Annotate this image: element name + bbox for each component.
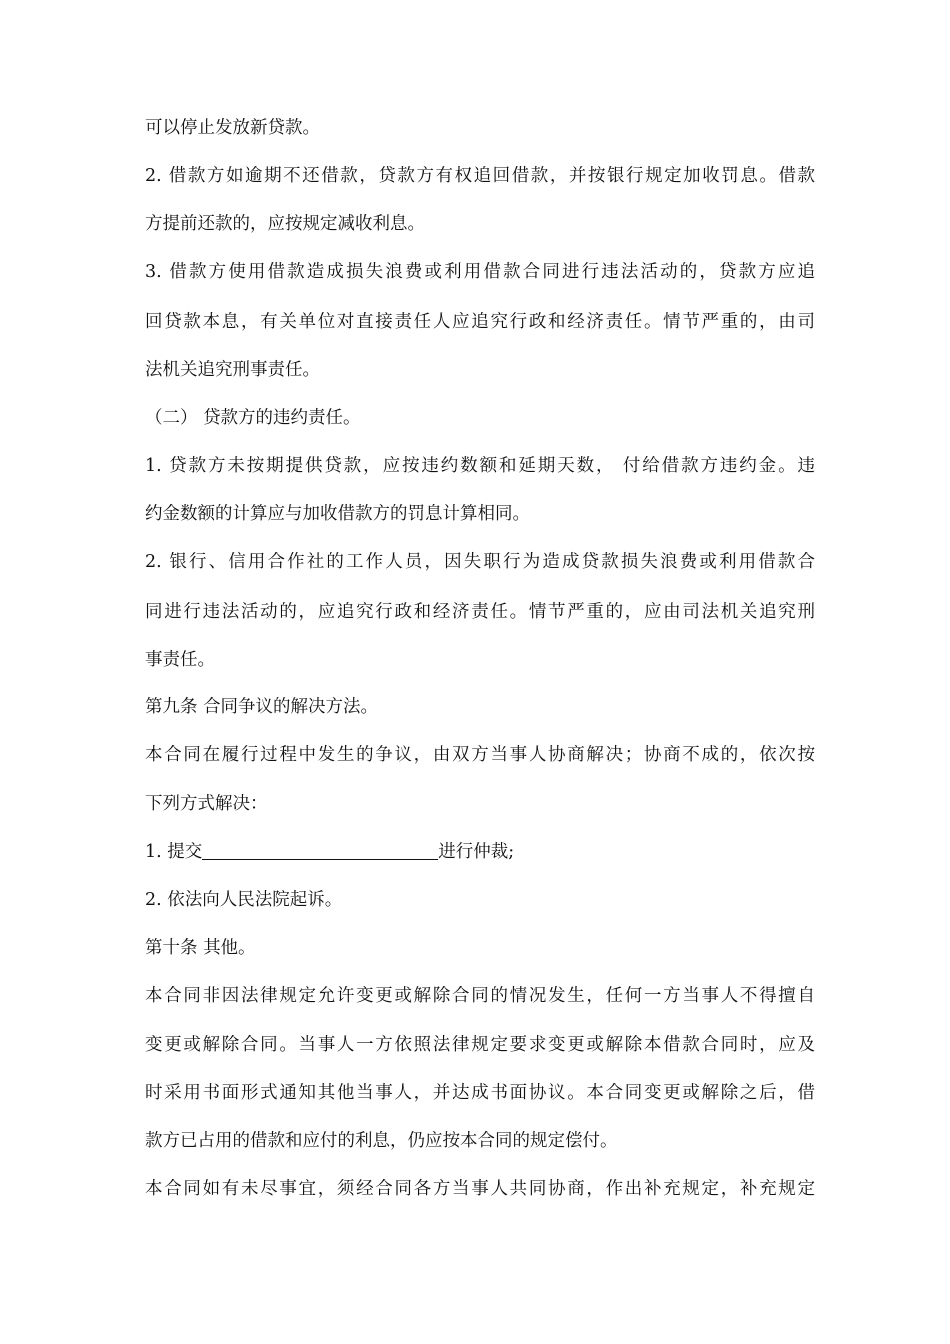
article-10-heading: 第十条 其他。 (145, 938, 256, 958)
text-line-19: 本合同非因法律规定允许变更或解除合同的情况发生，任何一方当事人不得擅自 (145, 986, 815, 1006)
text-line-3: 方提前还款的，应按规定减收利息。 (145, 214, 425, 234)
text-line-12: 事责任。 (145, 650, 215, 670)
text-line-1: 可以停止发放新贷款。 (145, 118, 320, 138)
text-line-6: 法机关追究刑事责任。 (145, 360, 320, 380)
text-line-20: 变更或解除合同。当事人一方依照法律规定要求变更或解除本借款合同时，应及 (145, 1035, 815, 1055)
text-line-23: 本合同如有未尽事宜，须经合同各方当事人共同协商，作出补充规定，补充规定 (145, 1179, 815, 1199)
text-line-8: 1. 贷款方未按期提供贷款，应按违约数额和延期天数， 付给借款方违约金。违 (145, 456, 815, 476)
text-line-2: 2. 借款方如逾期不还借款，贷款方有权追回借款，并按银行规定加收罚息。借款 (145, 166, 815, 186)
arbitration-line (145, 837, 815, 867)
text-line-22: 款方已占用的借款和应付的利息，仍应按本合同的规定偿付。 (145, 1131, 618, 1151)
arbitration-suffix: 进行仲裁; (438, 842, 515, 862)
section-heading-lender-liability: （二） 贷款方的违约责任。 (145, 408, 361, 428)
text-line-5: 回贷款本息，有关单位对直接责任人应追究行政和经济责任。情节严重的，由司 (145, 312, 815, 332)
arbitration-prefix: 1. 提交 (145, 842, 203, 862)
text-line-10: 2. 银行、信用合作社的工作人员，因失职行为造成贷款损失浪费或利用借款合 (145, 552, 815, 572)
text-line-17: 2. 依法向人民法院起诉。 (145, 890, 343, 910)
arbitration-blank-field[interactable] (202, 841, 438, 860)
text-line-21: 时采用书面形式通知其他当事人，并达成书面协议。本合同变更或解除之后，借 (145, 1083, 815, 1103)
text-line-11: 同进行违法活动的，应追究行政和经济责任。情节严重的，应由司法机关追究刑 (145, 602, 815, 622)
article-9-heading: 第九条 合同争议的解决方法。 (145, 697, 379, 717)
text-line-4: 3. 借款方使用借款造成损失浪费或利用借款合同进行违法活动的，贷款方应追 (145, 262, 815, 282)
text-line-15: 下列方式解决： (145, 794, 268, 814)
text-line-9: 约金数额的计算应与加收借款方的罚息计算相同。 (145, 504, 530, 524)
text-line-14: 本合同在履行过程中发生的争议，由双方当事人协商解决；协商不成的，依次按 (145, 745, 815, 765)
